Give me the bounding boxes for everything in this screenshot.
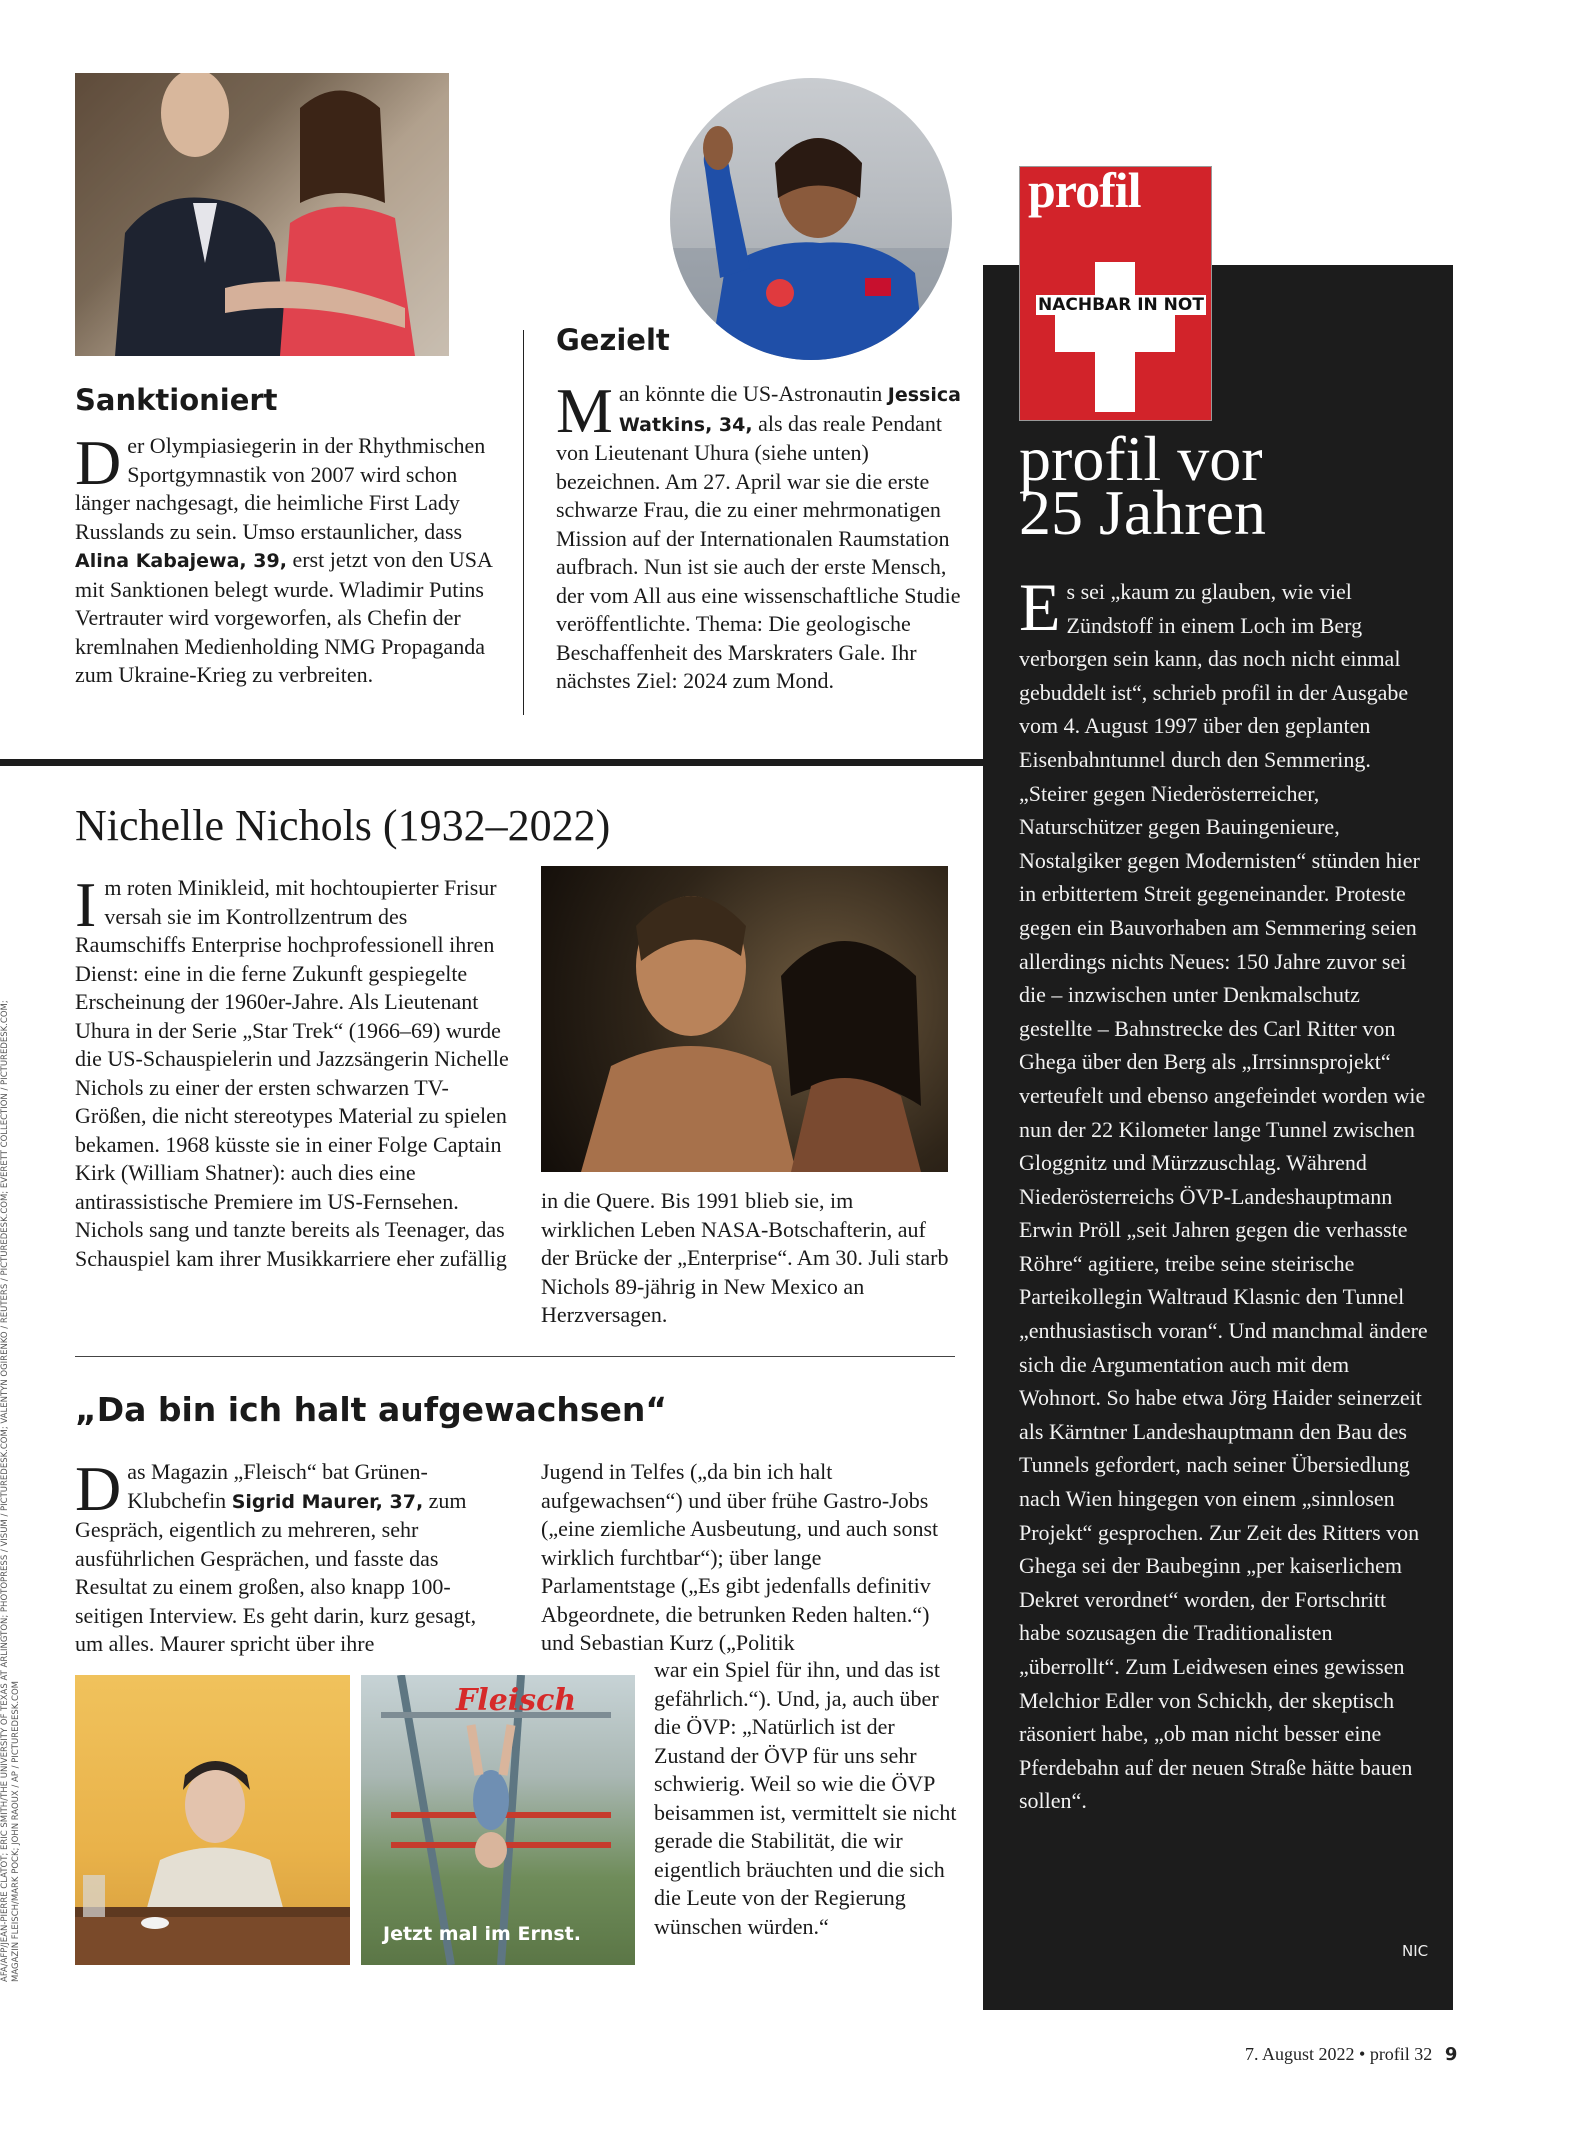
profil-cover xyxy=(1019,166,1212,421)
swiss-cross-icon xyxy=(1055,262,1175,412)
gezielt-name: Jessica Watkins, 34, xyxy=(618,384,961,436)
photo-putin-kabajewa xyxy=(75,73,449,356)
photo-fleisch-cover xyxy=(361,1675,635,1965)
sidebar-heading xyxy=(1019,423,1267,548)
nichols-dropcap: I xyxy=(75,869,97,940)
footer-date-issue: 7. August 2022 • profil 32 xyxy=(1245,2044,1433,2064)
sidebar-dropcap: E xyxy=(1019,569,1061,645)
sanktioniert-text-b: erst jetzt von den USA mit Sanktionen belegt wurde. Wladimir Putins Vertrauter wird vorgeworfen, als Chefin der kremlnahen Medienholding NMG Propaganda zum Ukraine-Krieg zu verbreiten. xyxy=(75,547,492,687)
section-rule-thick xyxy=(0,759,985,766)
nichols-article-right: in die Quere. Bis 1991 blieb sie, im wirklichen Leben NASA-Botschafterin, auf der Brücke der „Enterprise“. Am 30. Juli starb Nichols 89-jährig in New Mexico an Herzversagen. xyxy=(541,1188,949,1327)
photo-credits xyxy=(0,1000,21,1982)
page-number: 9 xyxy=(1444,2044,1458,2065)
column-divider xyxy=(523,330,524,715)
maurer-article-mid: Jugend in Telfes („da bin ich halt aufgewachsen“) und über frühe Gastro-Jobs („eine ziemliche Ausbeutung, und auch sonst wirklich furchtbar“); über lange Parlamentstage („Es gibt jedenfalls definitiv Abgeordnete, die betrunken Reden halten.“) und Sebastian Kurz („Politik xyxy=(541,1459,939,1655)
maurer-heading: „Da bin ich halt aufgewachsen“ xyxy=(75,1390,668,1429)
fleisch-logo: Fleisch xyxy=(456,1683,577,1718)
sanktioniert-article xyxy=(75,427,500,690)
maurer-article-end: war ein Spiel für ihn, und das ist gefährlich.“). Und, ja, auch über die ÖVP: „Natürlich ist der Zustand der ÖVP für uns sehr schwierig. Weil so wie die ÖVP beisammen ist, vermittelt sie nicht gerade die Stabilität, die wir eigentlich bräuchten und die sich die Leute von der Regierung wünschen würden.“ xyxy=(654,1657,957,1939)
gezielt-dropcap: M xyxy=(556,375,613,446)
gezielt-article xyxy=(556,375,964,696)
gezielt-text-a: an könnte die US-Astronautin xyxy=(618,381,888,406)
photo-credits-line1: AFA/AFP/JEAN-PIERRE CLATOT; ERIC SMITH/THE UNIVERSITY OF TEXAS AT ARLINGTON; PHOTOPRESS / VISUM / PICTUREDESK.COM; VALENTYN OGIRENKO / REUTERS / PICTUREDESK.COM; EVERETT COLLECTION / PICTUREDESK.COM; xyxy=(0,1000,10,1982)
photo-sigrid-maurer xyxy=(75,1675,350,1965)
photo-nichols-kirk xyxy=(541,866,948,1172)
sidebar-heading-line2: 25 Jahren xyxy=(1019,477,1267,548)
photo-jessica-watkins xyxy=(670,78,952,360)
section-rule-thin xyxy=(75,1356,955,1357)
sidebar-heading-line1: profil vor xyxy=(1019,423,1263,494)
sanktioniert-dropcap: D xyxy=(75,427,122,498)
maurer-text-b: zum Gespräch, eigentlich zu mehreren, sehr ausführlichen Gesprächen, und fasste das Resultat zu einem großen, also knapp 100-seitigen Interview. Es geht darin, kurz gesagt, um alles. Maurer spricht über ihre xyxy=(75,1487,477,1656)
gezielt-text-b: als das reale Pendant von Lieutenant Uhura (siehe unten) bezeichnen. Am 27. April war sie die erste schwarze Frau, die zu einer mehrmonatigen Mission auf der Internationalen Raumstation aufbrach. Nun ist sie auch der erste Mensch, der vom All aus eine wissenschaftliche Studie veröffentlichte. Thema: Die geologische Beschaffenheit des Marskraters Gale. Ihr nächstes Ziel: 2024 zum Mond. xyxy=(556,410,961,693)
nichols-article-left xyxy=(75,869,513,1273)
maurer-article-left xyxy=(75,1453,503,1659)
sanktioniert-text-a: er Olympiasiegerin in der Rhythmischen Sportgymnastik von 2007 wird schon länger nachgesagt, die heimliche First Lady Russlands zu sein. Umso erstaunlicher, dass xyxy=(75,433,486,544)
footer xyxy=(1245,2044,1457,2065)
sidebar-author: NIC xyxy=(1402,1942,1429,1960)
sidebar-article xyxy=(1019,569,1431,1818)
gezielt-heading: Gezielt xyxy=(556,323,670,357)
sanktioniert-name: Alina Kabajewa, 39, xyxy=(75,550,287,572)
photo-credits-line2: MAGAZIN FLEISCH/MARK POCK; JOHN RAOUX / AP / PICTUREDESK.COM xyxy=(11,1681,21,1982)
maurer-name: Sigrid Maurer, 37, xyxy=(231,1490,424,1513)
nichols-text-left: m roten Minikleid, mit hochtoupierter Frisur versah sie im Kontrollzentrum des Raumschiffs Enterprise hochprofessionell ihren Dienst: eine in die ferne Zukunft gespiegelte Erscheinung der 1960er-Jahre. Als Lieutenant Uhura in der Serie „Star Trek“ (1966–69) wurde die US-Schauspielerin und Jazzsängerin Nichelle Nichols zu einer der ersten schwarzen TV-Größen, die nicht stereotypes Material zu spielen bekamen. 1968 küsste sie in einer Folge Captain Kirk (William Shatner): auch dies eine antirassistische Premiere im US-Fernsehen. Nichols sang und tanzte bereits als Teenager, das Schauspiel kam ihrer Musikkarriere eher zufällig xyxy=(75,875,509,1271)
profil-cover-headline: NACHBAR IN NOT xyxy=(1038,295,1204,315)
profil-cover-logo: profil xyxy=(1028,166,1141,218)
maurer-dropcap: D xyxy=(75,1453,122,1524)
sanktioniert-heading: Sanktioniert xyxy=(75,383,278,417)
nichols-heading: Nichelle Nichols (1932–2022) xyxy=(75,801,611,850)
sidebar-text: s sei „kaum zu glauben, wie viel Zündstoff in einem Loch im Berg verborgen sein kann, das noch nicht einmal gebuddelt ist“, schrieb profil in der Ausgabe vom 4. August 1997 über den geplanten Eisenbahntunnel durch den Semmering. „Steirer gegen Niederösterreicher, Naturschützer gegen Bauingenieure, Nostalgiker gegen Modernisten“ stünden hier in erbittertem Streit gegeneinander. Proteste gegen ein Bauvorhaben am Semmering seien allerdings nichts Neues: 150 Jahre zuvor sei die – inzwischen unter Denkmalschutz gestellte – Bahnstrecke des Carl Ritter von Ghega über den Berg als „Irrsinnsprojekt“ verteufelt und ebenso angefeindet worden wie nun der 22 Kilometer lange Tunnel zwischen Gloggnitz und Mürzzuschlag. Während Niederösterreichs ÖVP-Landeshauptmann Erwin Pröll „seit Jahren gegen die verhasste Röhre“ agitiere, treibe seine steirische Parteikollegin Waltraud Klasnic den Tunnel „enthusiastisch voran“. Und manchmal ändere sich die Argumentation auch mit dem Wohnort. So habe etwa Jörg Haider seinerzeit als Kärntner Landeshauptmann den Bau des Tunnels gefordert, nach seiner Übersiedlung nach Wien hingegen von einem „sinnlosen Projekt“ gesprochen. Zur Zeit des Ritters von Ghega sei der Baubeginn „per kaiserlichem Dekret verordnet“ worden, der Fortschritt habe sozusagen die Traditionalisten „überrollt“. Zum Leidwesen eines gewissen Melchior Edler von Schickh, der skeptisch räsoniert habe, „ob man nicht besser eine Pferdebahn auf der neuen Straße hätte bauen sollen“. xyxy=(1019,579,1428,1814)
fleisch-cover-caption: Jetzt mal im Ernst. xyxy=(383,1923,581,1945)
maurer-text-a: as Magazin „Fleisch“ bat Grünen-Klubchefin xyxy=(127,1459,428,1513)
